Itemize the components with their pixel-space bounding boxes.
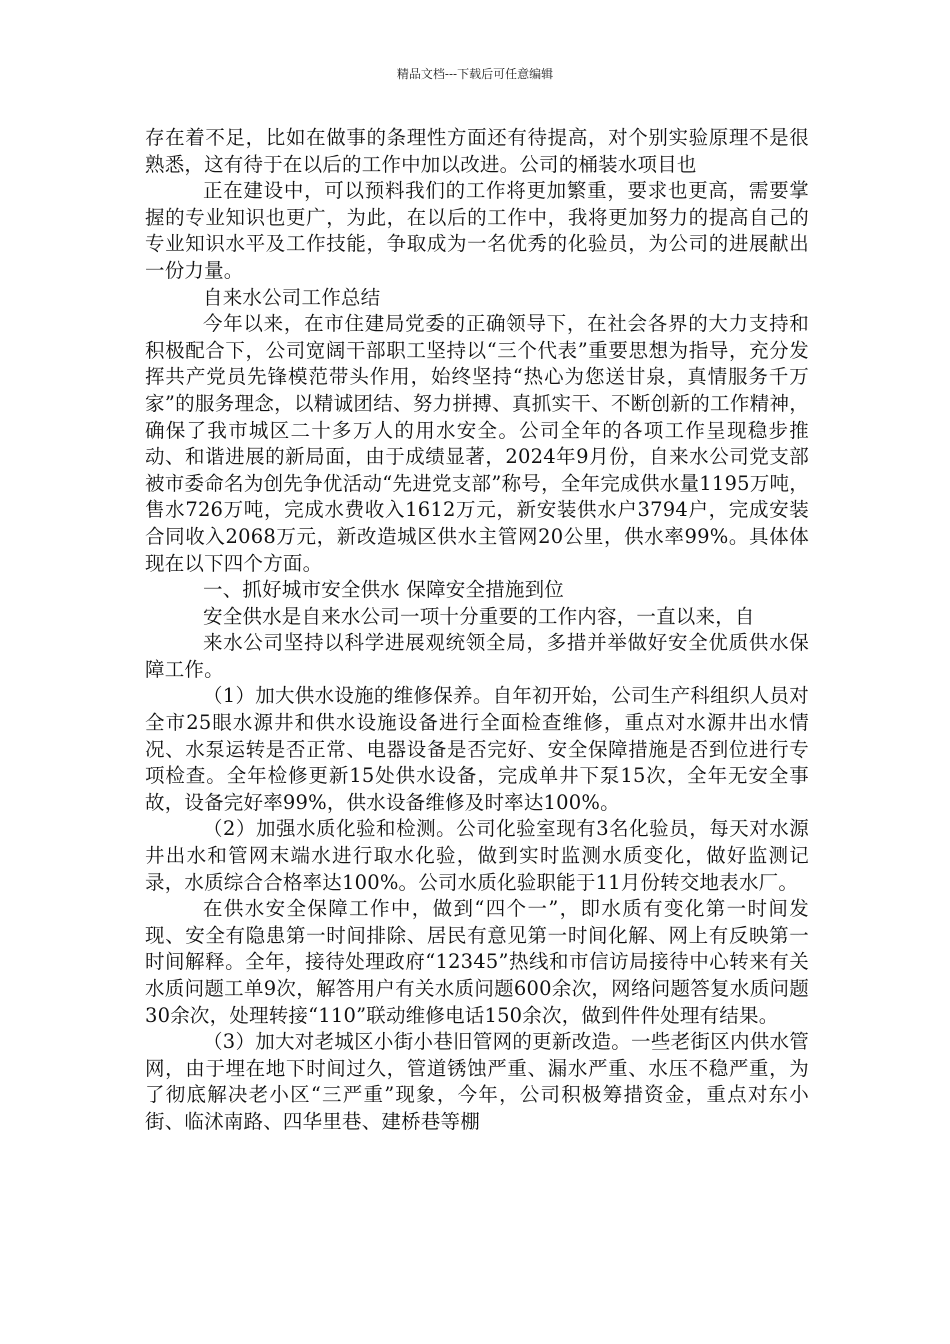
paragraph: 一、抓好城市安全供水 保障安全措施到位 — [203, 578, 564, 602]
paragraph: 安全供水是自来水公司一项十分重要的工作内容，一直以来，自 — [203, 604, 755, 628]
paragraph: 今年以来，在市住建局党委的正确领导下，在社会各界的大力支持和积极配合下，公司宽阔干部职工坚持以“三个代表”重要思想为指导，充分发挥共产党员先锋模范带头作用，始终坚持“热心为您送甘泉，真情服务千万家”的服务理念，以精诚团结、努力拼搏、真抓实干、不断创新的工作精神，确保了我市城区二十多万人的用水安全。公司全年的各项工作呈现稳步推动、和谐进展的新局面，由于成绩显著，2024年9月份，自来水公司党支部被市委命名为创先争优活动“先进党支部”称号，全年完成供水量1195万吨，售水726万吨，完成水费收入1612万元，新安装供水户3794户，完成安装合同收入2068万元，新改造城区供水主管网20公里，供水率99%。具体体现在以下四个方面。 — [145, 312, 809, 575]
paragraph: （2）加强水质化验和检测。公司化验室现有3名化验员，每天对水源井出水和管网末端水进行取水化验，做到实时监测水质变化，做好监测记录，水质综合合格率达100%。公司水质化验职能于11月份转交地表水厂。 — [145, 817, 809, 894]
document-body — [145, 125, 809, 1136]
paragraph: 来水公司坚持以科学进展观统领全局，多措并举做好安全优质供水保障工作。 — [145, 631, 809, 681]
paragraph: （3）加大对老城区小街小巷旧管网的更新改造。一些老街区内供水管网，由于埋在地下时间过久，管道锈蚀严重、漏水严重、水压不稳严重，为了彻底解决老小区“三严重”现象，今年，公司积极筹措资金，重点对东小街、临沭南路、四华里巷、建桥巷等棚 — [145, 1030, 809, 1133]
paragraph: （1）加大供水设施的维修保养。自年初开始，公司生产科组织人员对全市25眼水源井和供水设施设备进行全面检查维修，重点对水源井出水情况、水泵运转是否正常、电器设备是否完好、安全保障措施是否到位进行专项检查。全年检修更新15处供水设备，完成单井下泵15次，全年无安全事故，设备完好率99%，供水设备维修及时率达100%。 — [145, 684, 809, 814]
paragraph: 自来水公司工作总结 — [203, 285, 381, 309]
page-header: 精品文档---下载后可任意编辑 — [396, 67, 554, 81]
paragraph: 在供水安全保障工作中，做到“四个一”，即水质有变化第一时间发现、安全有隐患第一时间排除、居民有意见第一时间化解、网上有反映第一时间解释。全年，接待处理政府“12345”热线和市信访局接待中心转来有关水质问题工单9次，解答用户有关水质问题600余次，网络问题答复水质问题30余次，处理转接“110”联动维修电话150余次，做到件件处理有结果。 — [145, 897, 809, 1027]
paragraph: 正在建设中，可以预料我们的工作将更加繁重，要求也更高，需要掌握的专业知识也更广，为此，在以后的工作中，我将更加努力的提高自己的专业知识水平及工作技能，争取成为一名优秀的化验员，为公司的进展献出一份力量。 — [145, 179, 809, 282]
paragraph: 存在着不足，比如在做事的条理性方面还有待提高，对个别实验原理不是很熟悉，这有待于在以后的工作中加以改进。公司的桶装水项目也 — [145, 126, 809, 176]
